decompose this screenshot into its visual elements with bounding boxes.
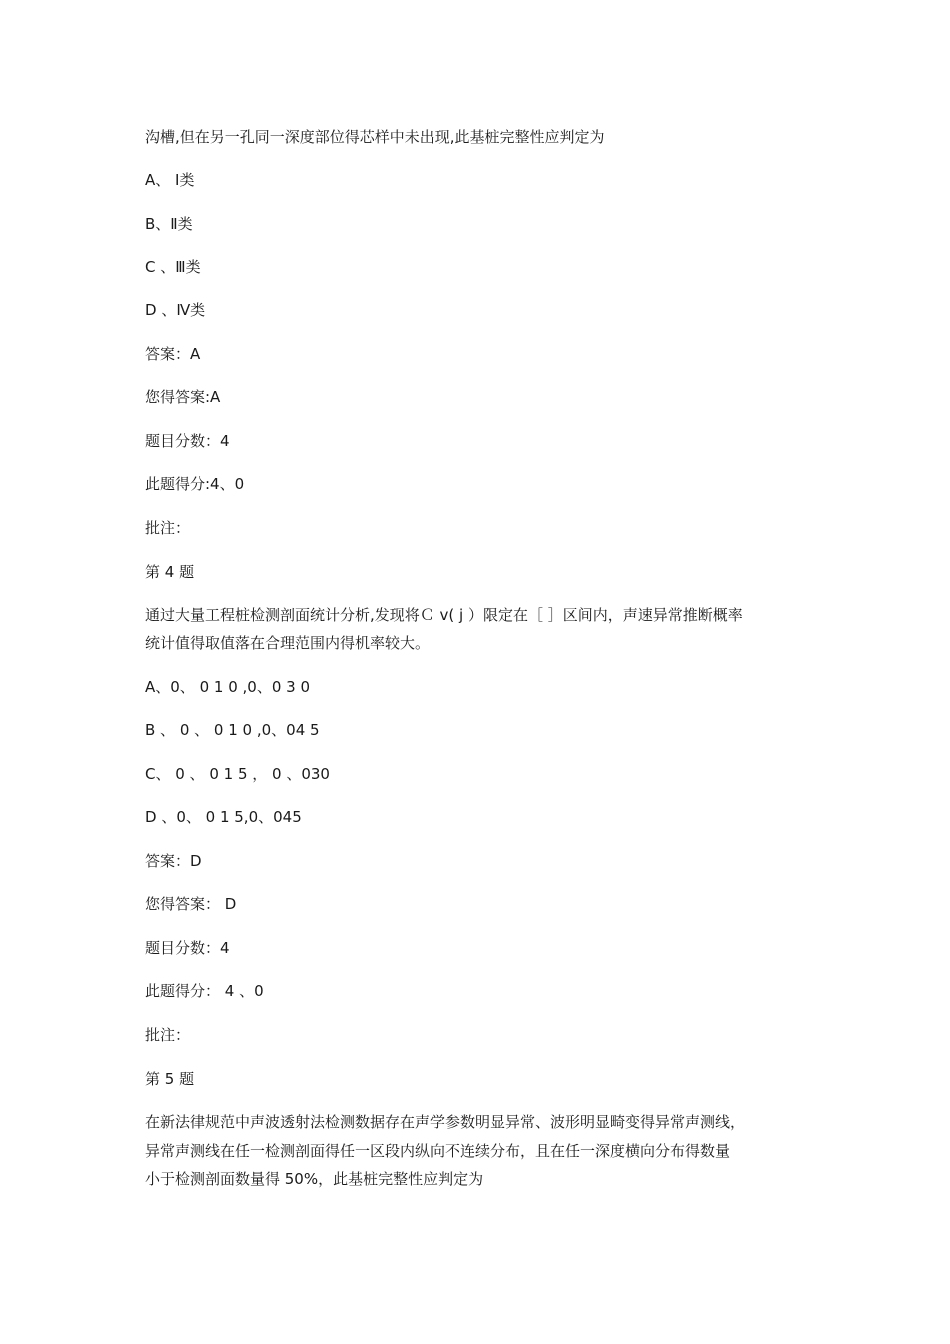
earned-score: 此题得分:4、0 <box>145 475 245 493</box>
question-text: 小于检测剖面数量得 50%，此基桩完整性应判定为 <box>145 1170 484 1188</box>
question-text: 异常声测线在任一检测剖面得任一区段内纵向不连续分布，且在任一深度横向分布得数量 <box>145 1142 731 1160</box>
question-text: 通过大量工程桩检测剖面统计分析,发现将Ｃ v( j ）限定在［ ］区间内，声速异常推断概率 <box>145 606 743 624</box>
your-answer: 您得答案:A <box>145 388 221 406</box>
question-number: 第 4 题 <box>145 563 195 581</box>
question-continuation: 沟槽,但在另一孔同一深度部位得芯样中未出现,此基桩完整性应判定为 <box>145 128 605 146</box>
comment-label: 批注： <box>145 1026 191 1044</box>
option-d: D 、0、 0 1 5,0、045 <box>145 808 302 826</box>
option-c: C 、Ⅲ类 <box>145 258 201 276</box>
option-b: B、Ⅱ类 <box>145 215 193 233</box>
option-a: A、0、 0 1 0 ,0、0 3 0 <box>145 678 310 696</box>
option-c: C、 0 、 0 1 5 ， 0 、030 <box>145 765 330 783</box>
option-a: A、 Ⅰ类 <box>145 171 195 189</box>
option-b: B 、 0 、 0 1 0 ,0、04 5 <box>145 721 320 739</box>
question-score: 题目分数：4 <box>145 432 230 450</box>
question-score: 题目分数：4 <box>145 939 230 957</box>
earned-score: 此题得分： 4 、0 <box>145 982 264 1000</box>
your-answer: 您得答案： D <box>145 895 237 913</box>
option-d: D 、Ⅳ类 <box>145 301 206 319</box>
question-text: 在新法律规范中声波透射法检测数据存在声学参数明显异常、波形明显畸变得异常声测线， <box>145 1113 746 1131</box>
answer: 答案：A <box>145 345 201 363</box>
answer: 答案：D <box>145 852 202 870</box>
question-number: 第 5 题 <box>145 1070 195 1088</box>
question-text: 统计值得取值落在合理范围内得机率较大。 <box>145 634 431 652</box>
comment-label: 批注： <box>145 519 191 537</box>
